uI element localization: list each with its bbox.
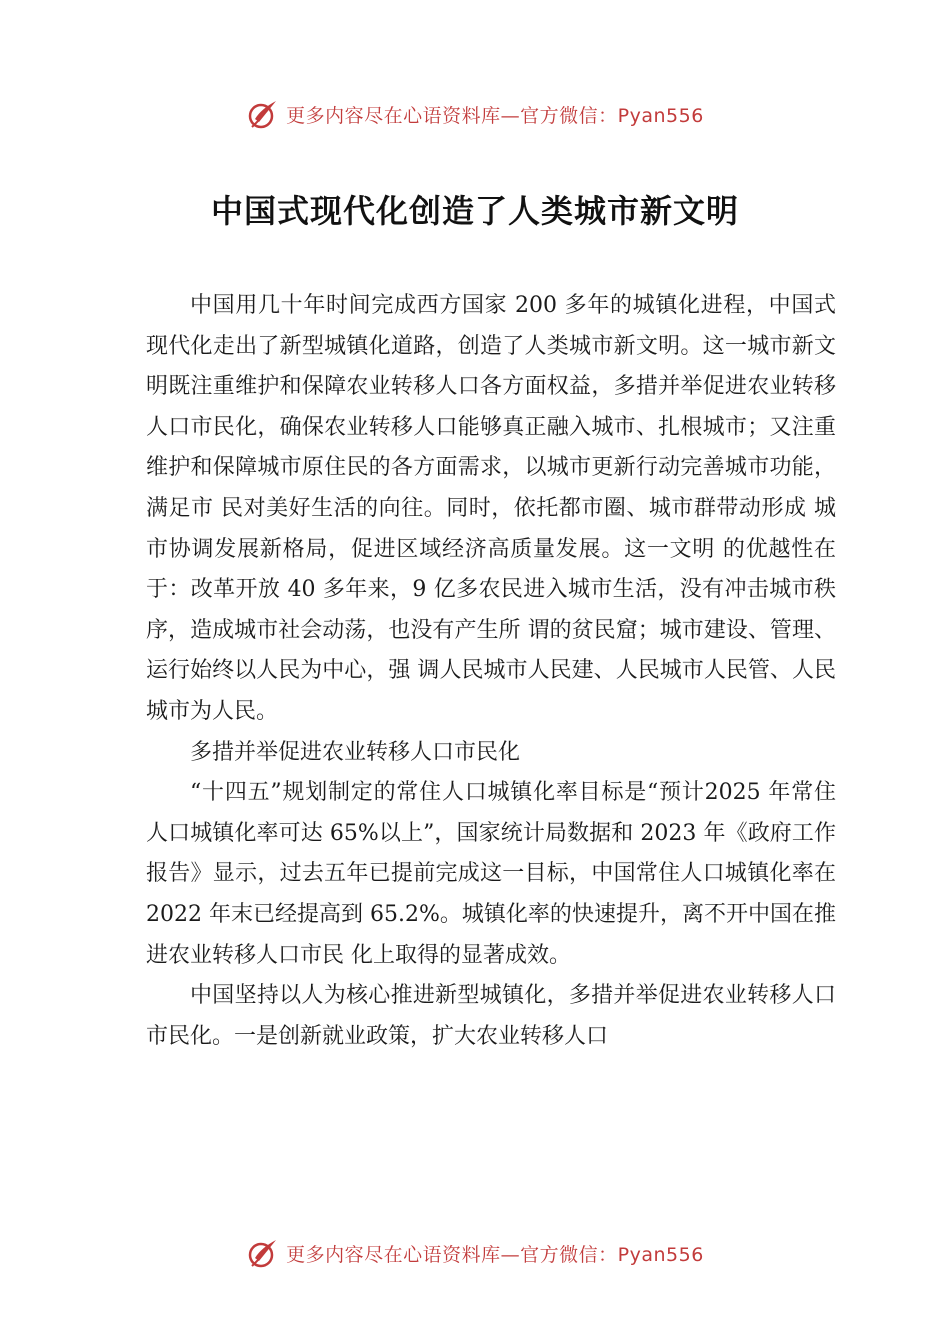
wechat-id: Pyan556 [617,1243,704,1266]
document-body [146,286,836,1057]
watermark-text: 更多内容尽在心语资料库—官方微信：Pyan556 [286,1243,704,1266]
quill-seal-icon [246,97,280,131]
paragraph-1: 中国用几十年时间完成西方国家 200 多年的城镇化进程，中国式现代化走出了新型城镇化道路，创造了人类城市新文明。这一城市新文明既注重维护和保障农业转移人口各方面权益，多措并举促进农业转移人口市民化，确保农业转移人口能够真正融入城市、扎根城市；又注重维护和保障城市原住民的各方面需求，以城市更新行动完善城市功能，满足市 民对美好生活的向往。同时，依托都市圈、城市群带动形成 城市协调发展新格局，促进区域经济高质量发展。这一文明 的优越性在于：改革开放 40 多年来，9 亿多农民进入城市生活，没有冲击城市秩序，造成城市社会动荡，也没有产生所 谓的贫民窟；城市建设、管理、运行始终以人民为中心，强 调人民城市人民建、人民城市人民管、人民城市为人民。 [146,293,836,724]
watermark-text: 更多内容尽在心语资料库—官方微信：Pyan556 [286,104,704,127]
header-watermark [0,94,950,134]
paragraph-3: 中国坚持以人为核心推进新型城镇化，多措并举促进农业转移人口市民化。一是创新就业政策，扩大农业转移人口 [146,983,836,1049]
quill-seal-icon [246,1236,280,1270]
paragraph-2: “十四五”规划制定的常住人口城镇化率目标是“预计2025 年常住人口城镇化率可达 65%以上”，国家统计局数据和 2023 年《政府工作报告》显示，过去五年已提前完成这一目标，中国常住人口城镇化率在 2022 年末已经提高到 65.2%。城镇化率的快速提升，离不开中国在推进农业转移人口市民 化上取得的显著成效。 [146,780,836,968]
wechat-id: Pyan556 [617,104,704,127]
document-title: 中国式现代化创造了人类城市新文明 [210,192,739,230]
footer-watermark [0,1233,950,1273]
section-heading: 多措并举促进农业转移人口市民化 [190,739,521,765]
